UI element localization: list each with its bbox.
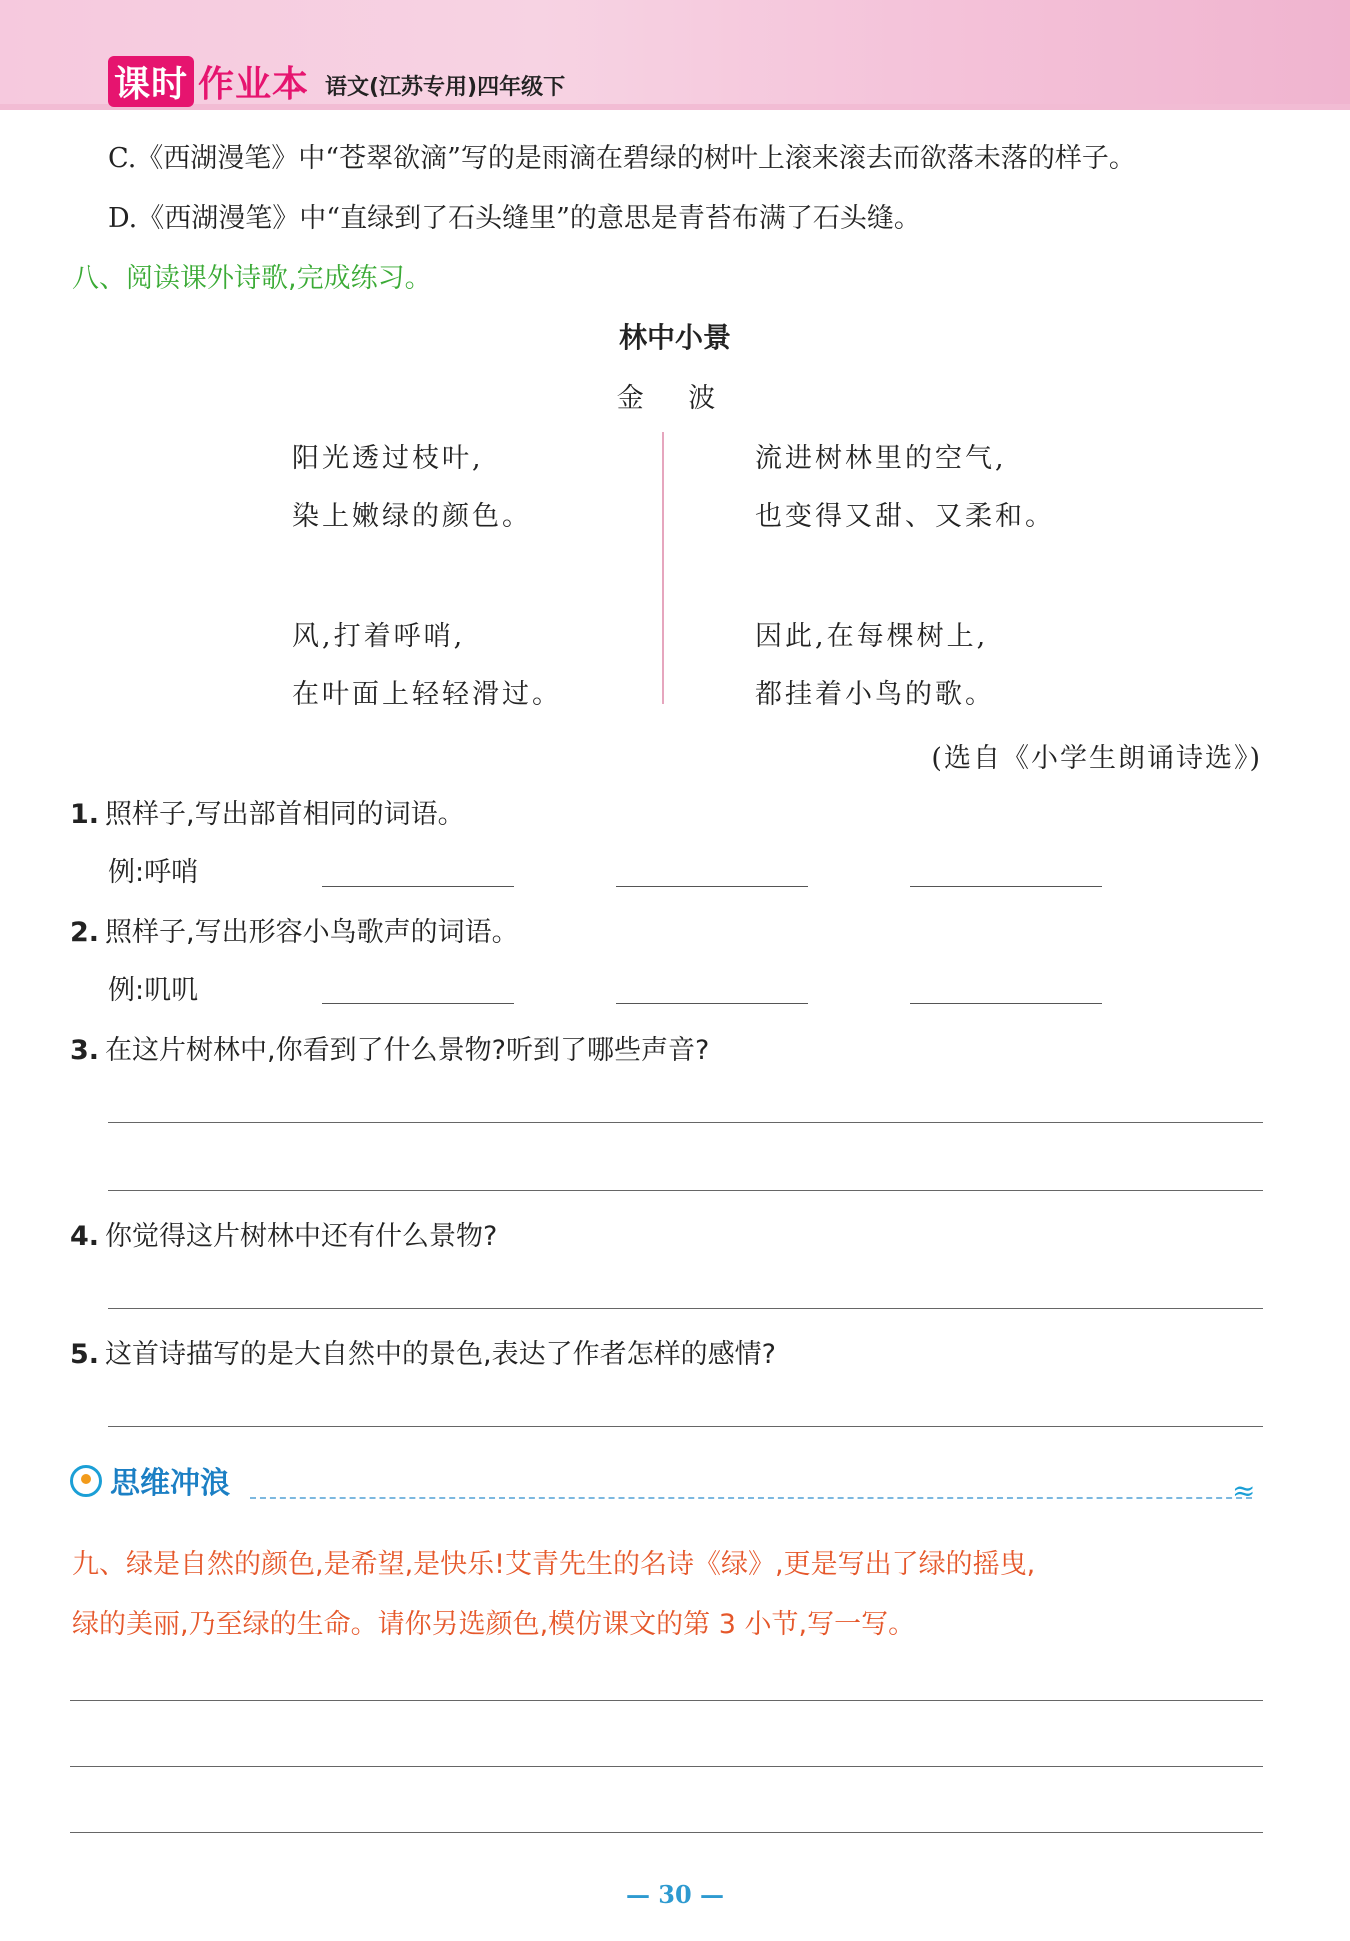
question-5 <box>70 1332 776 1371</box>
logo <box>108 56 309 107</box>
poem-line: 因此,在每棵树上, <box>755 621 989 652</box>
section-8-heading: 八、阅读课外诗歌,完成练习。 <box>72 263 432 294</box>
answer-line[interactable] <box>108 1122 1263 1123</box>
poem-divider <box>662 432 664 704</box>
thinking-surf-banner <box>70 1458 230 1502</box>
question-text: 这首诗描写的是大自然中的景色,表达了作者怎样的感情? <box>105 1339 776 1370</box>
question-number: 4. <box>70 1221 100 1252</box>
poem-line: 在叶面上轻轻滑过。 <box>292 679 562 710</box>
surf-logo-icon <box>70 1465 102 1497</box>
question-2-example: 例:叽叽 <box>108 975 199 1006</box>
answer-line[interactable] <box>70 1700 1263 1701</box>
answer-line[interactable] <box>108 1190 1263 1191</box>
banner-label: 思维冲浪 <box>110 1466 230 1501</box>
answer-line[interactable] <box>70 1766 1263 1767</box>
banner-dashed-line <box>250 1497 1252 1499</box>
option-d: D.《西湖漫笔》中“直绿到了石头缝里”的意思是青苔布满了石头缝。 <box>108 203 921 234</box>
section-9-line-1: 九、绿是自然的颜色,是希望,是快乐!艾青先生的名诗《绿》,更是写出了绿的摇曳, <box>72 1549 1036 1580</box>
option-c: C.《西湖漫笔》中“苍翠欲滴”写的是雨滴在碧绿的树叶上滚来滚去而欲落未落的样子。 <box>108 143 1136 174</box>
logo-boxed-text: 课时 <box>108 56 194 107</box>
poem-line: 流进树林里的空气, <box>755 443 1007 474</box>
question-number: 3. <box>70 1035 100 1066</box>
poem-line: 都挂着小鸟的歌。 <box>755 679 995 710</box>
answer-line[interactable] <box>108 1308 1263 1309</box>
answer-blank[interactable] <box>616 1003 808 1004</box>
question-number: 2. <box>70 917 100 948</box>
question-text: 照样子,写出形容小鸟歌声的词语。 <box>105 917 519 948</box>
answer-blank[interactable] <box>322 1003 514 1004</box>
question-1 <box>70 792 465 831</box>
section-9-line-2: 绿的美丽,乃至绿的生命。请你另选颜色,模仿课文的第 3 小节,写一写。 <box>72 1609 916 1640</box>
question-3 <box>70 1028 709 1067</box>
question-1-example: 例:呼哨 <box>108 857 199 888</box>
question-text: 照样子,写出部首相同的词语。 <box>105 799 465 830</box>
poem-author: 金 波 <box>616 383 734 414</box>
question-text: 你觉得这片树林中还有什么景物? <box>105 1221 498 1252</box>
answer-blank[interactable] <box>322 886 514 887</box>
question-2 <box>70 910 519 949</box>
question-number: 5. <box>70 1339 100 1370</box>
question-number: 1. <box>70 799 100 830</box>
poem-line: 染上嫩绿的颜色。 <box>292 501 532 532</box>
question-4 <box>70 1214 497 1253</box>
poem-line: 阳光透过枝叶, <box>292 443 484 474</box>
answer-line[interactable] <box>108 1426 1263 1427</box>
logo-text: 作业本 <box>198 64 310 105</box>
page-number: — 30 — <box>625 1880 725 1909</box>
poem-source: (选自《小学生朗诵诗选》) <box>931 743 1262 774</box>
book-subtitle: 语文(江苏专用)四年级下 <box>325 75 566 100</box>
poem-line: 风,打着呼哨, <box>292 621 466 652</box>
question-text: 在这片树林中,你看到了什么景物?听到了哪些声音? <box>105 1035 710 1066</box>
answer-blank[interactable] <box>616 886 808 887</box>
answer-blank[interactable] <box>910 1003 1102 1004</box>
poem-title: 林中小景 <box>618 321 731 354</box>
wave-icon: ≈ <box>1232 1474 1256 1507</box>
poem-line: 也变得又甜、又柔和。 <box>755 501 1055 532</box>
answer-line[interactable] <box>70 1832 1263 1833</box>
answer-blank[interactable] <box>910 886 1102 887</box>
